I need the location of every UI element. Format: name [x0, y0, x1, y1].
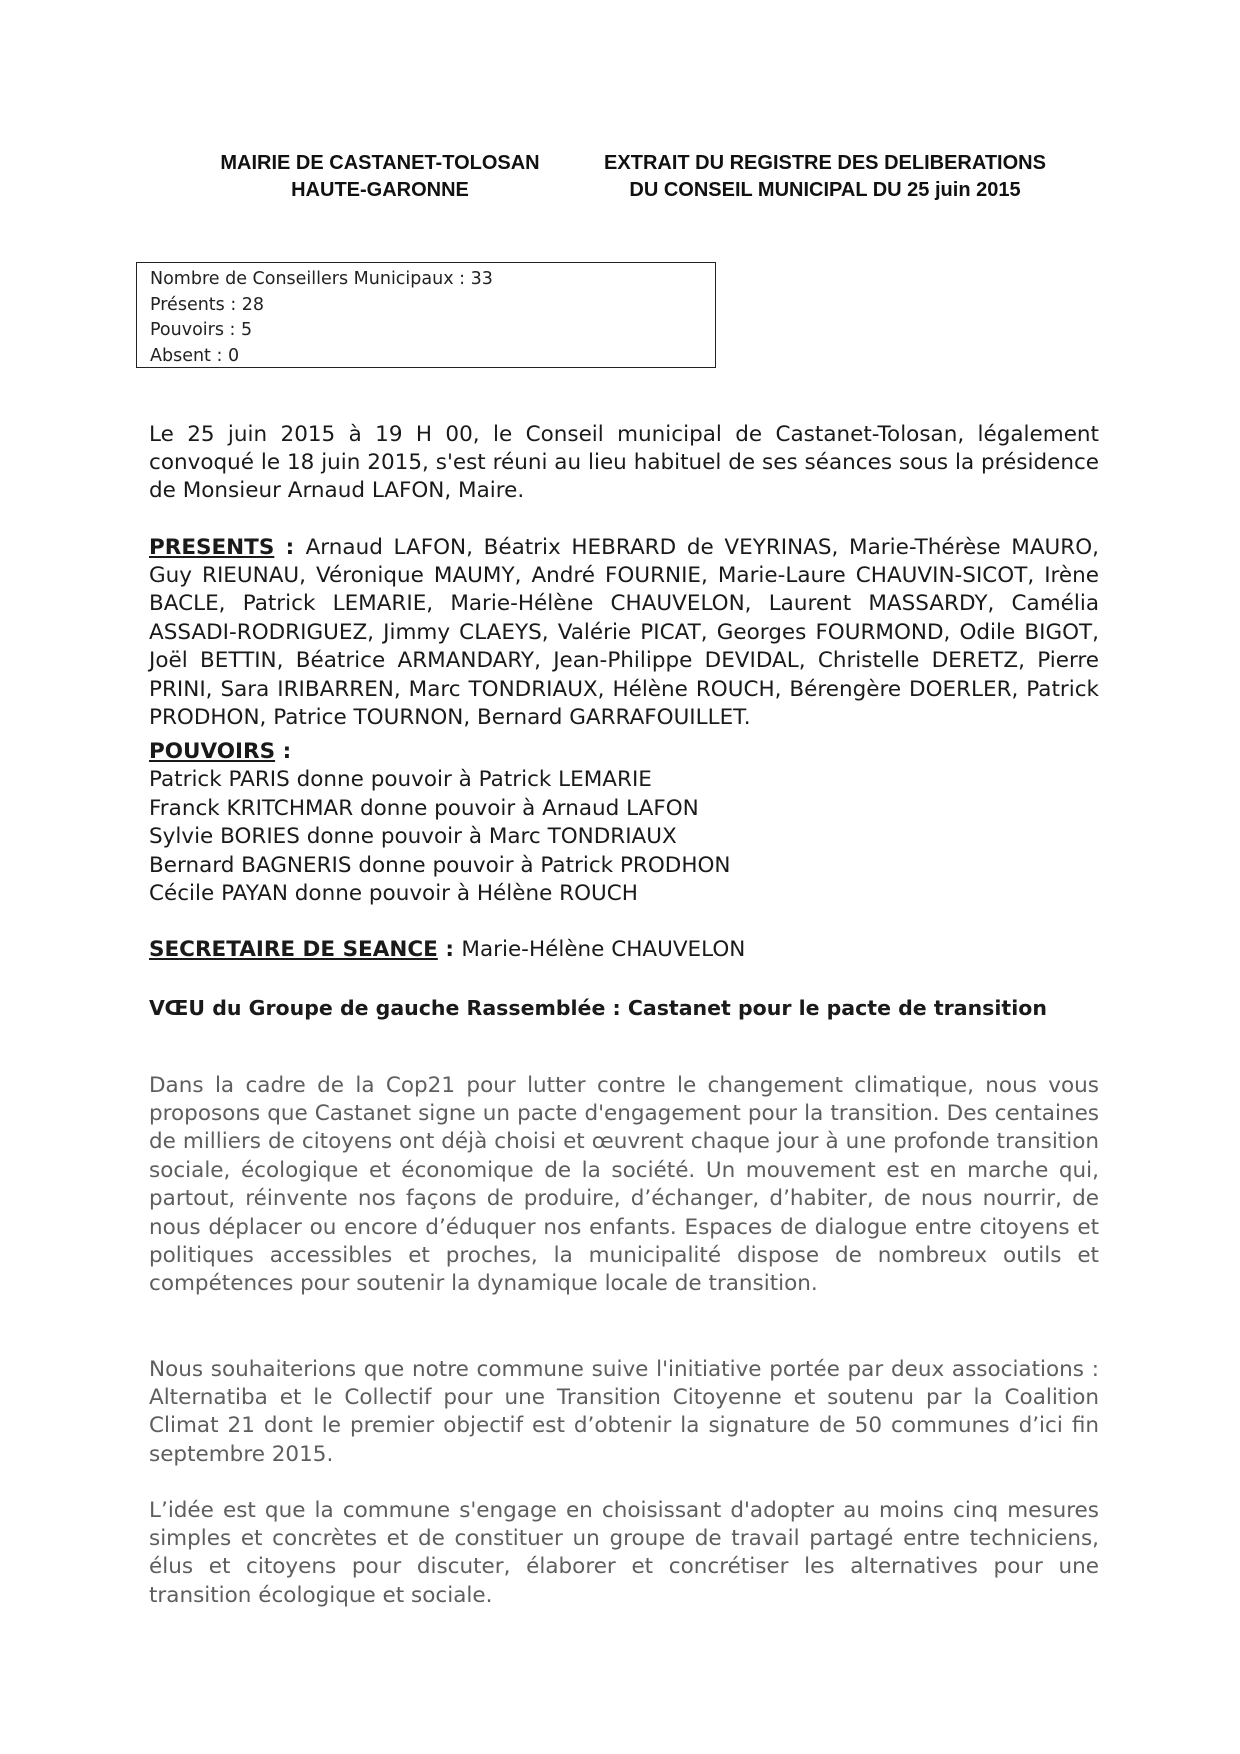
council-count-box [136, 262, 716, 368]
voeu-paragraph-3: L’idée est que la commune s'engage en choisissant d'adopter au moins cinq mesures simples et concrètes et de constituer un groupe de travail partagé entre techniciens, élus et citoyens pour discuter, élaborer et concrétiser les alternatives pour une transition écologique et sociale. [149, 1497, 1099, 1608]
registre-heading [595, 150, 1055, 204]
secretaire-label: SECRETAIRE DE SEANCE [149, 937, 438, 962]
voeu-title: VŒU du Groupe de gauche Rassemblée : Castanet pour le pacte de transition [149, 996, 1047, 1020]
presents-label: PRESENTS [149, 534, 275, 560]
pouvoirs-count: Pouvoirs : 5 [150, 320, 253, 340]
intro-paragraph: Le 25 juin 2015 à 19 H 00, le Conseil municipal de Castanet-Tolosan, légalement convoqué le 18 juin 2015, s'est réuni au lieu habituel de ses séances sous la présidence de Monsieur Arnaud LAFON, Maire. [149, 421, 1099, 504]
mairie-name: MAIRIE DE CASTANET-TOLOSAN [220, 152, 540, 174]
secretaire-name: Marie-Hélène CHAUVELON [461, 937, 746, 962]
pouvoir-item: Patrick PARIS donne pouvoir à Patrick LEMARIE [149, 767, 652, 793]
conseil-date: DU CONSEIL MUNICIPAL DU 25 juin 2015 [629, 179, 1021, 201]
mairie-heading [195, 150, 565, 204]
voeu-paragraph-1: Dans la cadre de la Cop21 pour lutter contre le changement climatique, nous vous proposons que Castanet signe un pacte d'engagement pour la transition. Des centaines de milliers de citoyens ont déjà choisi et œuvrent chaque jour à une profonde transition sociale, écologique et économique de la société. Un mouvement est en marche qui, partout, réinvente nos façons de produire, d’échanger, d’habiter, de nous nourrir, de nous déplacer ou encore d’éduquer nos enfants. Espaces de dialogue entre citoyens et politiques accessibles et proches, la municipalité dispose de nombreux outils et compétences pour soutenir la dynamique locale de transition. [149, 1072, 1099, 1297]
absent-count: Absent : 0 [150, 345, 240, 366]
pouvoirs-heading [149, 738, 1099, 766]
conseillers-count: Nombre de Conseillers Municipaux : 33 [150, 269, 493, 289]
presents-paragraph [149, 534, 1099, 733]
pouvoirs-label: POUVOIRS [149, 739, 276, 764]
secretaire-line [149, 936, 1099, 964]
pouvoirs-section [149, 738, 1099, 908]
pouvoirs-separator: : [275, 739, 292, 764]
voeu-paragraph-2: Nous souhaiterions que notre commune suive l'initiative portée par deux associations : Alternatiba et le Collectif pour une Transition Citoyenne et soutenu par la Coalition Climat 21 dont le premier objectif est d’obtenir la signature de 50 communes d’ici fin septembre 2015. [149, 1356, 1099, 1467]
pouvoir-item: Franck KRITCHMAR donne pouvoir à Arnaud LAFON [149, 795, 699, 821]
secretaire-separator: : [437, 937, 462, 962]
presents-separator: : [274, 534, 306, 560]
pouvoir-item: Cécile PAYAN donne pouvoir à Hélène ROUCH [149, 881, 638, 907]
pouvoir-item: Sylvie BORIES donne pouvoir à Marc TONDRIAUX [149, 824, 677, 850]
department-name: HAUTE-GARONNE [291, 179, 469, 201]
pouvoir-item: Bernard BAGNERIS donne pouvoir à Patrick PRODHON [149, 852, 731, 878]
presents-list: Arnaud LAFON, Béatrix HEBRARD de VEYRINAS, Marie-Thérèse MAURO, Guy RIEUNAU, Véronique MAUMY, André FOURNIE, Marie-Laure CHAUVIN-SICOT, Irène BACLE, Patrick LEMARIE, Marie-Hélène CHAUVELON, Laurent MASSARDY, Camélia ASSADI-RODRIGUEZ, Jimmy CLAEYS, Valérie PICAT, Georges FOURMOND, Odile BIGOT, Joël BETTIN, Béatrice ARMANDARY, Jean-Philippe DEVIDAL, Christelle DERETZ, Pierre PRINI, Sara IRIBARREN, Marc TONDRIAUX, Hélène ROUCH, Bérengère DOERLER, Patrick PRODHON, Patrice TOURNON, Bernard GARRAFOUILLET. [149, 534, 1099, 730]
registre-title: EXTRAIT DU REGISTRE DES DELIBERATIONS [604, 152, 1046, 174]
presents-count: Présents : 28 [150, 294, 265, 315]
